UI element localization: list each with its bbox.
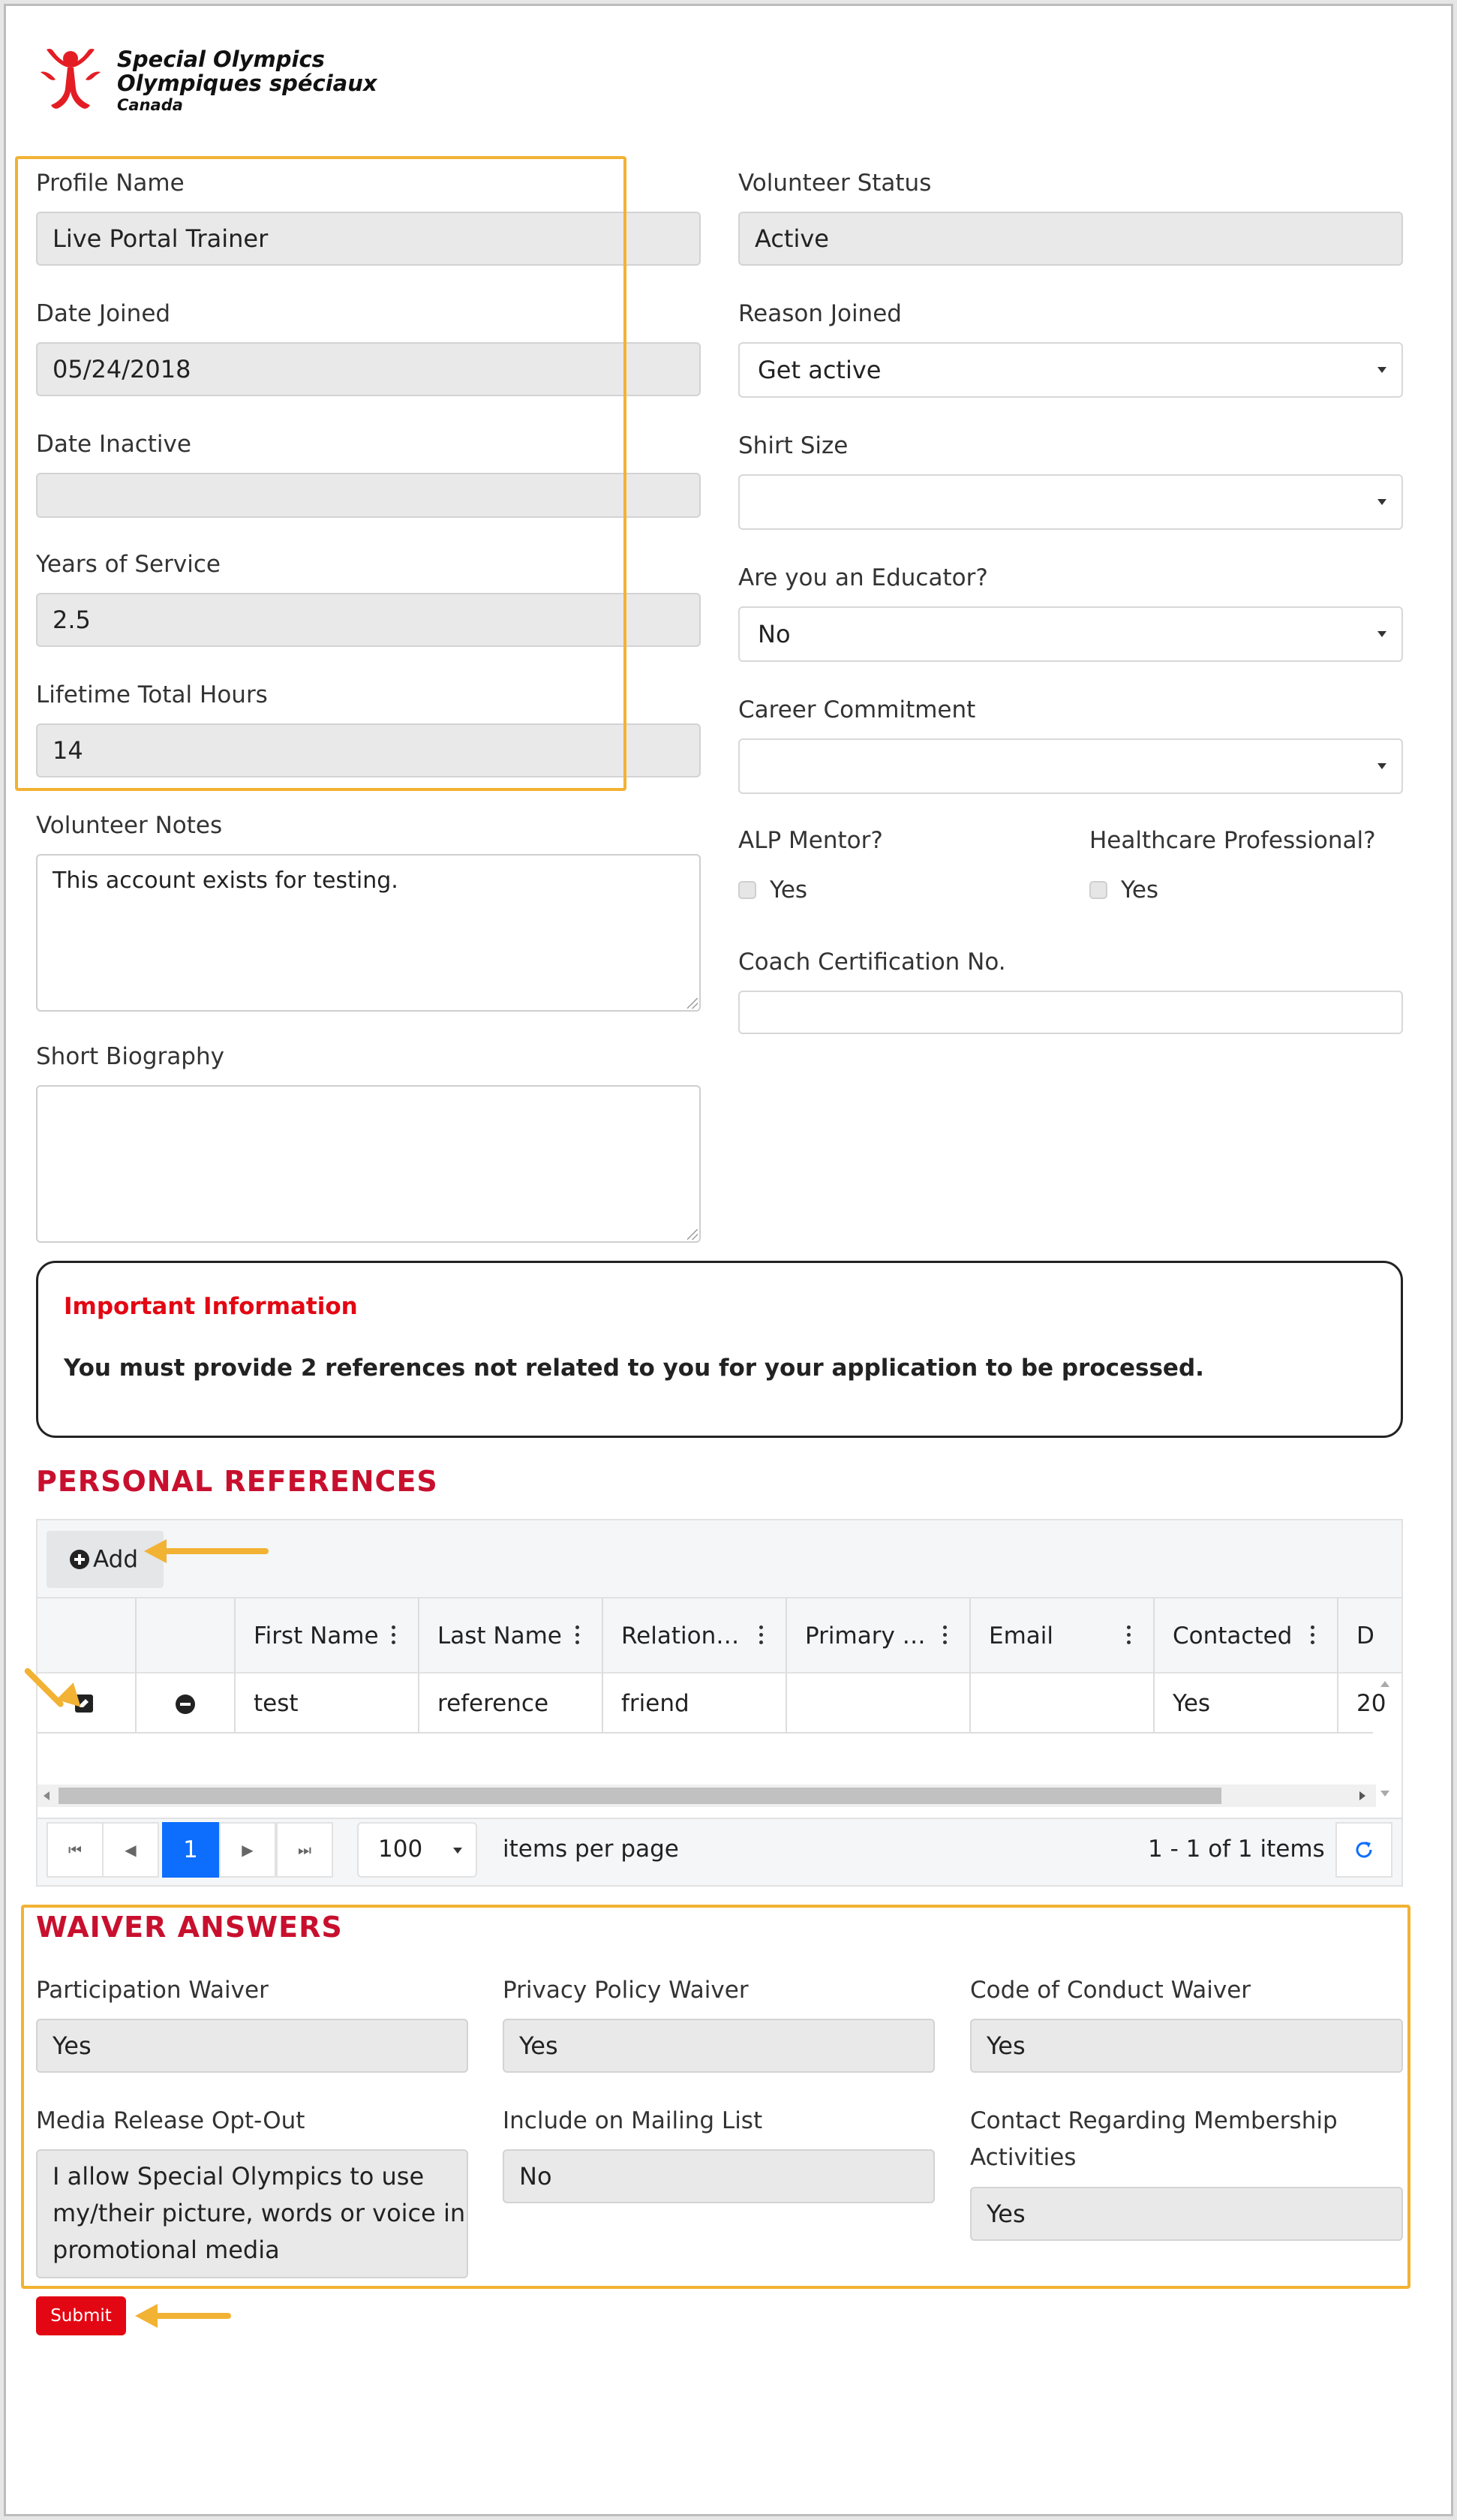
column-header-last-name[interactable]: Last Name <box>437 1622 562 1649</box>
special-olympics-logo-icon <box>33 42 108 117</box>
participation-waiver-label: Participation Waiver <box>36 1977 269 2004</box>
career-commitment-select[interactable] <box>738 738 1403 794</box>
date-joined-field: 05/24/2018 <box>36 342 701 396</box>
mailing-list-label: Include on Mailing List <box>503 2107 763 2134</box>
row-divider <box>38 1732 1373 1734</box>
brand-line-3: Canada <box>117 96 183 114</box>
mailing-list-field: No <box>503 2149 935 2203</box>
coach-certification-input[interactable] <box>738 991 1403 1034</box>
add-button-label: Add <box>93 1546 139 1573</box>
grid-toolbar <box>38 1520 1401 1598</box>
annotation-arrowhead-add <box>144 1539 167 1563</box>
scroll-right-icon[interactable] <box>1359 1791 1365 1800</box>
chevron-down-icon <box>1377 367 1386 373</box>
code-of-conduct-waiver-field: Yes <box>970 2019 1403 2073</box>
column-header-relation[interactable]: Relation… <box>621 1622 740 1649</box>
short-biography-label: Short Biography <box>36 1043 224 1070</box>
brand-logo <box>33 42 423 125</box>
refresh-button[interactable] <box>1335 1822 1392 1878</box>
educator-value: No <box>758 620 791 648</box>
years-of-service-field: 2.5 <box>36 593 701 647</box>
scroll-down-icon[interactable] <box>1380 1791 1389 1797</box>
pager-summary: 1 - 1 of 1 items <box>1148 1836 1325 1863</box>
important-info-message: You must provide 2 references not related to you for your application to be processed. <box>64 1355 1204 1382</box>
cell-d: 20 <box>1356 1690 1386 1717</box>
career-commitment-label: Career Commitment <box>738 696 976 723</box>
column-menu-icon[interactable] <box>1127 1625 1131 1645</box>
brand-line-2: Olympiques spéciaux <box>117 71 377 96</box>
brand-line-1: Special Olympics <box>117 47 325 72</box>
prev-page-button[interactable]: ◀ <box>102 1822 159 1878</box>
media-release-line-3: promotional media <box>53 2236 280 2264</box>
alp-mentor-option: Yes <box>770 877 808 904</box>
volunteer-status-label: Volunteer Status <box>738 170 932 197</box>
annotation-arrow-add <box>156 1548 269 1554</box>
submit-button[interactable]: Submit <box>36 2296 126 2335</box>
next-page-button[interactable]: ▶ <box>219 1822 276 1878</box>
volunteer-notes-textarea[interactable] <box>36 854 701 1012</box>
privacy-policy-waiver-label: Privacy Policy Waiver <box>503 1977 749 2004</box>
profile-name-label: Profile Name <box>36 170 185 197</box>
col-divider <box>1153 1598 1155 1734</box>
col-divider <box>1337 1598 1338 1734</box>
short-biography-textarea[interactable] <box>36 1085 701 1243</box>
column-header-primary[interactable]: Primary … <box>805 1622 926 1649</box>
alp-mentor-checkbox[interactable] <box>738 881 756 899</box>
cell-last-name: reference <box>437 1690 549 1717</box>
volunteer-notes-label: Volunteer Notes <box>36 812 223 839</box>
column-header-first-name[interactable]: First Name <box>254 1622 379 1649</box>
volunteer-notes-text: This account exists for testing. <box>53 868 398 894</box>
healthcare-professional-label: Healthcare Professional? <box>1089 827 1376 854</box>
important-info-title: Important Information <box>64 1293 358 1320</box>
educator-select[interactable] <box>738 606 1403 662</box>
chevron-down-icon <box>1377 631 1386 637</box>
col-divider <box>135 1598 137 1734</box>
resize-grip-icon[interactable] <box>687 1229 698 1240</box>
reason-joined-select[interactable] <box>738 342 1403 398</box>
media-release-line-2: my/their picture, words or voice in <box>53 2199 466 2227</box>
scroll-left-icon[interactable] <box>44 1791 50 1800</box>
column-menu-icon[interactable] <box>943 1625 948 1645</box>
col-divider <box>418 1598 419 1734</box>
media-release-line-1: I allow Special Olympics to use <box>53 2162 425 2191</box>
coach-certification-label: Coach Certification No. <box>738 949 1006 976</box>
healthcare-professional-checkbox[interactable] <box>1089 881 1107 899</box>
col-divider <box>602 1598 603 1734</box>
chevron-down-icon <box>453 1848 462 1854</box>
annotation-arrow-submit <box>149 2313 231 2319</box>
important-info-box <box>36 1261 1403 1438</box>
last-page-button[interactable]: ⏭ <box>276 1822 333 1878</box>
cell-first-name: test <box>254 1690 299 1717</box>
alp-mentor-label: ALP Mentor? <box>738 827 883 854</box>
lifetime-hours-label: Lifetime Total Hours <box>36 681 268 708</box>
shirt-size-label: Shirt Size <box>738 432 849 459</box>
years-of-service-label: Years of Service <box>36 551 221 578</box>
page-size-select[interactable] <box>357 1822 477 1878</box>
reason-joined-label: Reason Joined <box>738 300 902 327</box>
participation-waiver-field: Yes <box>36 2019 468 2073</box>
lifetime-hours-field: 14 <box>36 723 701 777</box>
column-header-d[interactable]: D <box>1356 1622 1374 1649</box>
plus-circle-icon <box>69 1549 90 1570</box>
chevron-down-icon <box>1377 763 1386 769</box>
col-divider <box>234 1598 236 1734</box>
code-of-conduct-waiver-label: Code of Conduct Waiver <box>970 1977 1251 2004</box>
media-release-field <box>36 2149 468 2278</box>
date-joined-label: Date Joined <box>36 300 171 327</box>
highlight-box-profile <box>15 156 626 791</box>
scroll-up-icon[interactable] <box>1380 1681 1389 1687</box>
column-menu-icon[interactable] <box>1311 1625 1315 1645</box>
col-divider <box>786 1598 787 1734</box>
minus-circle-icon <box>176 1695 195 1714</box>
cell-contacted: Yes <box>1173 1690 1211 1717</box>
volunteer-profile-page <box>4 4 1453 2516</box>
column-header-email[interactable]: Email <box>989 1622 1054 1649</box>
scrollbar-thumb[interactable] <box>59 1788 1221 1804</box>
date-inactive-label: Date Inactive <box>36 431 191 458</box>
reason-joined-value: Get active <box>758 356 882 384</box>
references-grid <box>36 1519 1403 1887</box>
col-divider <box>969 1598 971 1734</box>
remove-row-button[interactable] <box>176 1695 195 1714</box>
media-release-label: Media Release Opt-Out <box>36 2107 305 2134</box>
membership-contact-label-line-1: Contact Regarding Membership <box>970 2107 1338 2134</box>
waiver-answers-title: WAIVER ANSWERS <box>36 1911 343 1944</box>
educator-label: Are you an Educator? <box>738 564 988 591</box>
shirt-size-select[interactable] <box>738 474 1403 530</box>
items-per-page-label: items per page <box>503 1836 679 1863</box>
volunteer-status-field: Active <box>738 212 1403 266</box>
personal-references-title: PERSONAL REFERENCES <box>36 1465 438 1498</box>
membership-contact-field: Yes <box>970 2187 1403 2241</box>
membership-contact-label-line-2: Activities <box>970 2144 1077 2171</box>
column-header-contacted[interactable]: Contacted <box>1173 1622 1293 1649</box>
page-size-value: 100 <box>378 1836 423 1863</box>
horizontal-scrollbar[interactable] <box>38 1785 1376 1807</box>
column-menu-icon[interactable] <box>575 1625 580 1645</box>
annotation-arrowhead-submit <box>135 2304 158 2328</box>
cell-relation: friend <box>621 1690 689 1717</box>
column-menu-icon[interactable] <box>392 1625 396 1645</box>
current-page-button[interactable]: 1 <box>162 1822 219 1878</box>
healthcare-professional-option: Yes <box>1121 877 1159 904</box>
profile-name-field: Live Portal Trainer <box>36 212 701 266</box>
refresh-icon <box>1353 1839 1375 1861</box>
chevron-down-icon <box>1377 499 1386 505</box>
resize-grip-icon[interactable] <box>687 998 698 1009</box>
first-page-button[interactable]: ⏮ <box>47 1822 104 1878</box>
column-menu-icon[interactable] <box>759 1625 764 1645</box>
privacy-policy-waiver-field: Yes <box>503 2019 935 2073</box>
